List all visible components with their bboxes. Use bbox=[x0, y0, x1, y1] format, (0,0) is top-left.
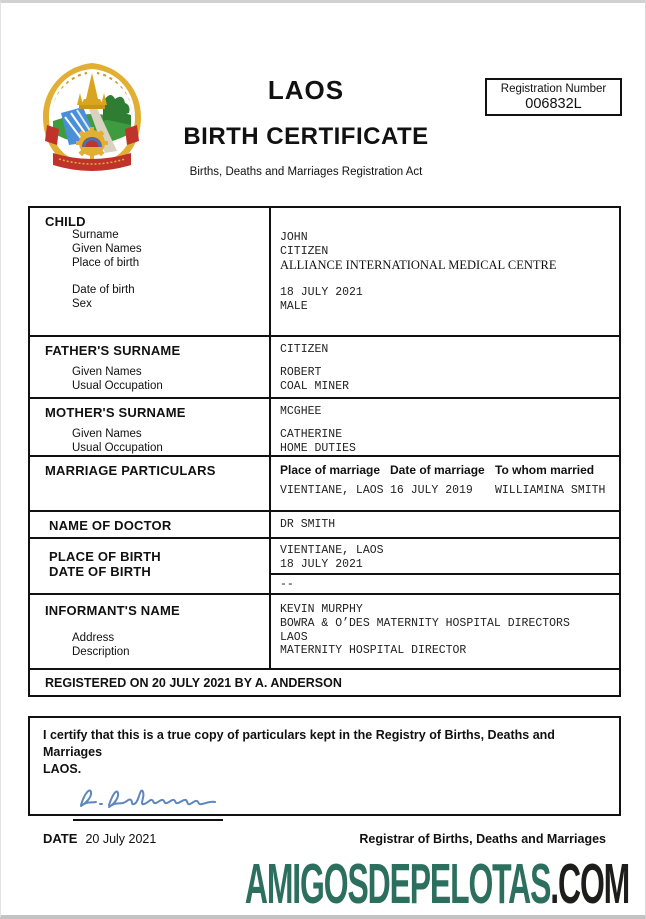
registrar-signature-icon bbox=[73, 782, 223, 814]
registration-number-label: Registration Number bbox=[500, 83, 607, 95]
mother-row bbox=[30, 397, 619, 455]
mother-surname-value: MCGHEE bbox=[280, 405, 322, 418]
child-place-of-birth-value: ALLIANCE INTERNATIONAL MEDICAL CENTRE bbox=[280, 257, 557, 272]
child-given-names-value: CITIZEN bbox=[280, 244, 329, 258]
informant-name-value: KEVIN MURPHY bbox=[280, 603, 363, 616]
informant-address-value: LAOS bbox=[280, 630, 308, 644]
doctor-value-cell bbox=[271, 512, 619, 537]
father-values-cell bbox=[271, 337, 619, 397]
date-of-birth-header: DATE OF BIRTH bbox=[49, 564, 152, 579]
birth-values-cell bbox=[271, 539, 619, 593]
birth-extra-value: -- bbox=[280, 578, 294, 591]
certify-statement-line1: I certify that this is a true copy of particulars kept in the Registry of Births, Deaths and Marriages bbox=[43, 728, 555, 759]
mother-occupation-value: HOME DUTIES bbox=[280, 441, 356, 455]
child-surname-value: JOHN bbox=[280, 231, 308, 244]
registration-number-value: 006832L bbox=[525, 96, 582, 112]
marriage-row bbox=[30, 455, 619, 510]
father-labels-cell bbox=[30, 337, 271, 397]
certificate-table bbox=[28, 206, 621, 697]
mother-occupation-label: Usual Occupation bbox=[72, 441, 163, 454]
child-date-of-birth-label: Date of birth bbox=[72, 284, 135, 297]
father-given-names-label: Given Names bbox=[72, 366, 142, 378]
father-occupation-value: COAL MINER bbox=[280, 379, 350, 393]
page-title: LAOS bbox=[267, 75, 345, 105]
registered-row bbox=[30, 668, 619, 695]
child-sex-value: MALE bbox=[280, 300, 308, 314]
birth-date-value: 18 JULY 2021 bbox=[280, 557, 363, 571]
mother-given-names-label: Given Names bbox=[72, 428, 142, 440]
father-section-header: FATHER'S SURNAME bbox=[45, 343, 181, 358]
informant-values-cell bbox=[271, 595, 619, 668]
page-subtitle-certificate: BIRTH CERTIFICATE bbox=[183, 123, 429, 150]
father-given-names-value: ROBERT bbox=[280, 365, 322, 379]
marriage-spouse-value: WILLIAMINA SMITH bbox=[495, 484, 606, 497]
mother-given-names-value: CATHERINE bbox=[280, 427, 343, 441]
place-of-birth-header: PLACE OF BIRTH bbox=[49, 549, 161, 564]
mother-values-cell bbox=[271, 399, 619, 455]
registered-statement: REGISTERED ON 20 JULY 2021 BY A. ANDERSON bbox=[45, 676, 342, 690]
marriage-spouse-label: To whom married bbox=[495, 463, 595, 477]
marriage-place-label: Place of marriage bbox=[280, 463, 381, 477]
child-section-header: CHILD bbox=[45, 214, 86, 229]
informant-section-header: INFORMANT'S NAME bbox=[45, 603, 180, 618]
marriage-place-value: VIENTIANE, LAOS bbox=[280, 484, 384, 497]
laos-coat-of-arms-icon bbox=[39, 63, 145, 184]
certify-statement-line2: LAOS. bbox=[43, 762, 82, 776]
doctor-section-header: NAME OF DOCTOR bbox=[49, 518, 172, 533]
informant-row bbox=[30, 593, 619, 668]
date-value: 20 July 2021 bbox=[85, 832, 157, 846]
informant-description-label: Description bbox=[72, 645, 130, 658]
marriage-labels-cell bbox=[30, 457, 271, 510]
child-surname-label: Surname bbox=[72, 229, 119, 241]
birth-labels-cell bbox=[30, 539, 271, 593]
signature-block bbox=[73, 782, 223, 821]
father-row bbox=[30, 335, 619, 397]
informant-organisation-value: BOWRA & O’DES MATERNITY HOSPITAL DIRECTORS bbox=[280, 616, 570, 630]
child-date-of-birth-value: 18 JULY 2021 bbox=[280, 286, 363, 300]
child-row bbox=[30, 208, 619, 335]
doctor-name-value: DR SMITH bbox=[280, 518, 336, 531]
marriage-date-value: 16 JULY 2019 bbox=[390, 484, 473, 497]
act-subtitle: Births, Deaths and Marriages Registration Act bbox=[189, 166, 423, 178]
marriage-date-label: Date of marriage bbox=[390, 463, 485, 477]
certification-box bbox=[28, 716, 621, 846]
doctor-row bbox=[30, 510, 619, 537]
registrar-title: Registrar of Births, Deaths and Marriages bbox=[359, 832, 606, 846]
informant-address-label: Address bbox=[72, 632, 115, 644]
mother-labels-cell bbox=[30, 399, 271, 455]
birth-place-value: VIENTIANE, LAOS bbox=[280, 544, 384, 557]
father-surname-value: CITIZEN bbox=[280, 343, 329, 356]
birth-row bbox=[30, 537, 619, 593]
father-occupation-label: Usual Occupation bbox=[72, 379, 163, 392]
marriage-section-header: MARRIAGE PARTICULARS bbox=[45, 463, 216, 478]
marriage-values-cell bbox=[271, 457, 619, 510]
date-label: DATE bbox=[43, 831, 78, 846]
header-titles bbox=[141, 75, 471, 178]
informant-labels-cell bbox=[30, 595, 271, 668]
site-watermark bbox=[245, 851, 629, 917]
child-given-names-label: Given Names bbox=[72, 242, 142, 255]
child-place-of-birth-label: Place of birth bbox=[72, 256, 140, 269]
doctor-label-cell bbox=[30, 512, 271, 537]
child-sex-label: Sex bbox=[72, 298, 92, 311]
informant-description-value: MATERNITY HOSPITAL DIRECTOR bbox=[280, 644, 467, 658]
certificate-date-line bbox=[43, 830, 156, 848]
registration-number-box bbox=[485, 78, 622, 116]
child-values-cell bbox=[271, 208, 619, 335]
mother-section-header: MOTHER'S SURNAME bbox=[45, 405, 186, 420]
child-labels-cell bbox=[30, 208, 271, 335]
watermark-brand: AMIGOSDEPELOTAS bbox=[244, 852, 551, 916]
watermark-tld: .COM bbox=[550, 852, 629, 916]
